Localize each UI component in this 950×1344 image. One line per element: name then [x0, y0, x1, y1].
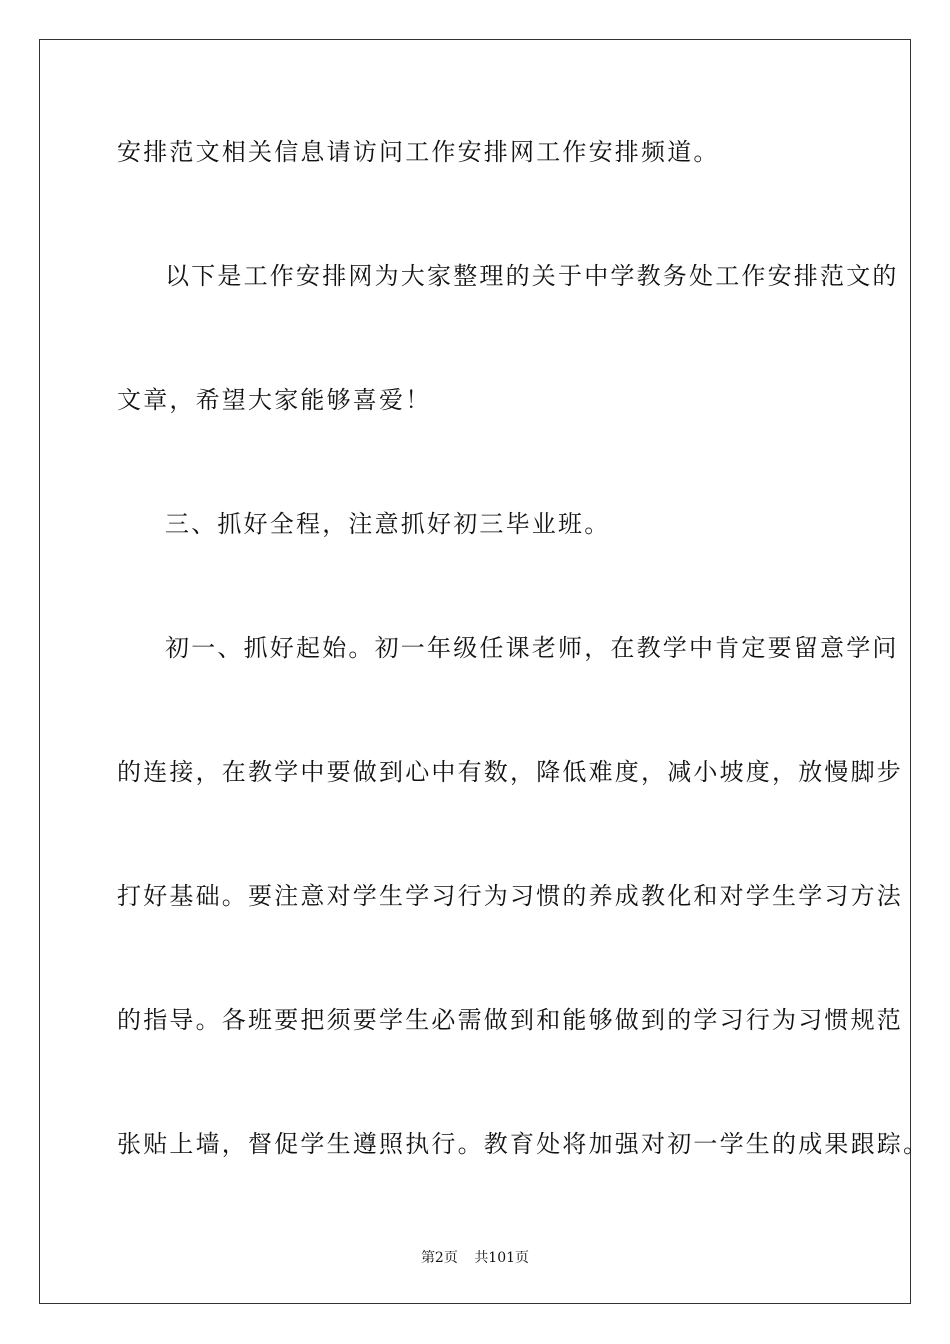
paragraph-start-line-2: 初一、抓好起始。初一年级任课老师，在教学中肯定要留意学问: [165, 634, 899, 662]
page-frame: [39, 39, 911, 1304]
page-number: 第2页: [420, 1250, 458, 1266]
body-text-line-9: 张贴上墙，督促学生遵照执行。教育处将加强对初一学生的成果跟踪。: [117, 1130, 930, 1158]
section-heading-line: 三、抓好全程，注意抓好初三毕业班。: [165, 510, 611, 538]
body-text-line-1: 安排范文相关信息请访问工作安排网工作安排频道。: [117, 138, 720, 166]
body-text-line-8: 的指导。各班要把须要学生必需做到和能够做到的学习行为习惯规范: [117, 1006, 903, 1034]
page-total: 共101页: [474, 1250, 530, 1266]
paragraph-start-line: 以下是工作安排网为大家整理的关于中学教务处工作安排范文的: [165, 262, 899, 290]
page-footer: [0, 1249, 950, 1267]
body-text-line-6: 的连接，在教学中要做到心中有数，降低难度，减小坡度，放慢脚步: [117, 758, 903, 786]
body-text-line-7: 打好基础。要注意对学生学习行为习惯的养成教化和对学生学习方法: [117, 882, 903, 910]
body-text-line-3: 文章，希望大家能够喜爱！: [117, 386, 432, 414]
